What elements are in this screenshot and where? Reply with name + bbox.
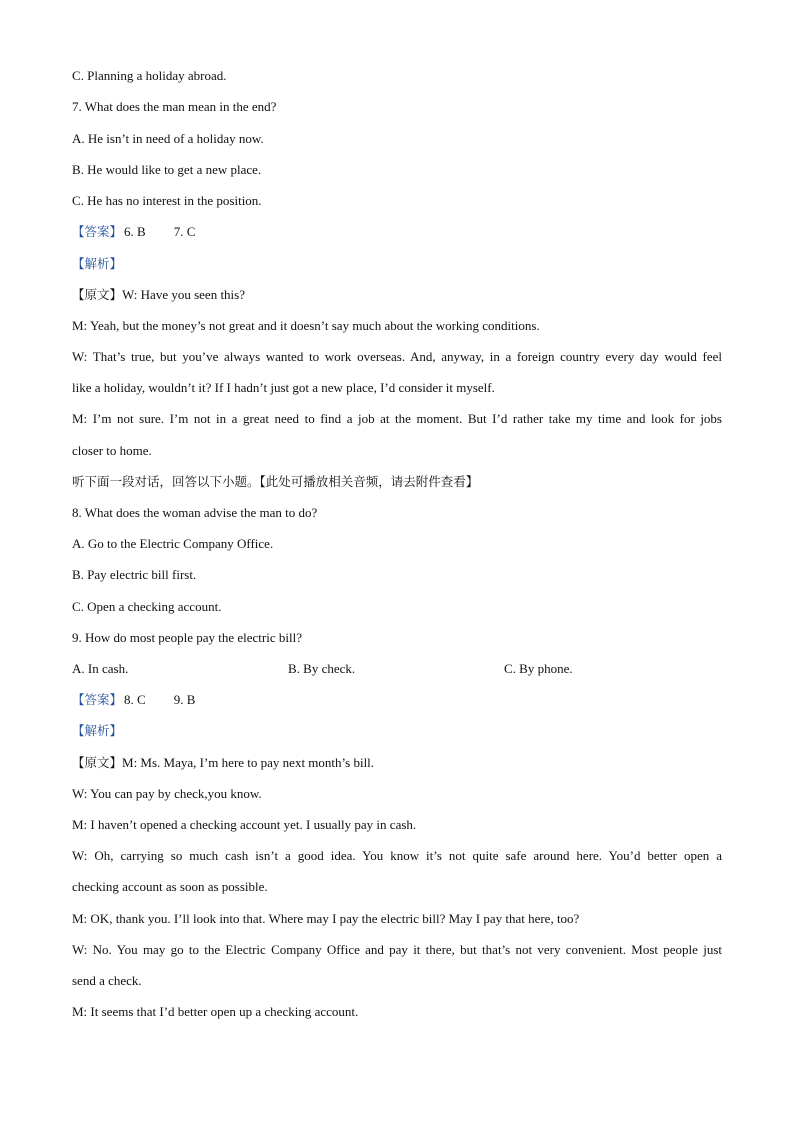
answer-value-7: 7. C: [173, 224, 196, 239]
answer-label: 【答案】: [72, 692, 123, 707]
transcript2-line-3: M: I haven’t opened a checking account yet. I usually pay in cash.: [72, 817, 417, 832]
transcript-line-5: M: I’m not sure. I’m not in a great need to find a job at the moment. But I’d rather take my time and look for jobs: [72, 411, 722, 426]
transcript2-line-9: M: It seems that I’d better open up a checking account.: [72, 1004, 359, 1019]
q9-options-row: [72, 659, 722, 679]
transcript-line-3: W: That’s true, but you’ve always wanted to work overseas. And, anyway, in a foreign country every day would feel: [72, 349, 722, 364]
q8-option-c: C. Open a checking account.: [72, 599, 222, 614]
answer-line-2: [72, 690, 722, 710]
q6-option-c: C. Planning a holiday abroad.: [72, 68, 227, 83]
transcript-line-6: closer to home.: [72, 443, 152, 458]
q7-option-a: A. He isn’t in need of a holiday now.: [72, 131, 264, 146]
q8-option-b: B. Pay electric bill first.: [72, 567, 197, 582]
answer-label: 【答案】: [72, 224, 123, 239]
q9-question: 9. How do most people pay the electric bill?: [72, 630, 302, 645]
q7-question: 7. What does the man mean in the end?: [72, 99, 277, 114]
q9-option-c: C. By phone.: [504, 661, 573, 676]
transcript-label: 【原文】: [72, 287, 123, 302]
analysis-label-1: 【解析】: [72, 256, 123, 271]
q7-option-b: B. He would like to get a new place.: [72, 162, 262, 177]
q8-question: 8. What does the woman advise the man to do?: [72, 505, 318, 520]
transcript-line-4: like a holiday, wouldn’t it? If I hadn’t just got a new place, I’d consider it myself.: [72, 380, 495, 395]
q8-option-a: A. Go to the Electric Company Office.: [72, 536, 274, 551]
answer-value-6: 6. B: [124, 224, 146, 239]
transcript2-line-8: send a check.: [72, 973, 142, 988]
transcript2-line-6: M: OK, thank you. I’ll look into that. Where may I pay the electric bill? May I pay that here, too?: [72, 911, 580, 926]
transcript2-line-5: checking account as soon as possible.: [72, 879, 268, 894]
q9-option-a: A. In cash.: [72, 661, 129, 676]
q7-option-c: C. He has no interest in the position.: [72, 193, 262, 208]
transcript2-line-7: W: No. You may go to the Electric Company Office and pay it there, but that’s not very convenient. Most people just: [72, 942, 722, 957]
transcript-line-2: M: Yeah, but the money’s not great and it doesn’t say much about the working conditions.: [72, 318, 540, 333]
transcript-line-1: [72, 285, 722, 305]
transcript-label: 【原文】: [72, 755, 123, 770]
analysis-label-2: 【解析】: [72, 723, 123, 738]
listening-instruction: 听下面一段对话，回答以下小题。【此处可播放相关音频，请去附件查看】: [72, 474, 479, 489]
transcript2-line-1: [72, 753, 722, 773]
answer-line-1: [72, 222, 722, 242]
answer-value-8: 8. C: [124, 692, 146, 707]
transcript2-line-4: W: Oh, carrying so much cash isn’t a good idea. You know it’s not quite safe around here. You’d better open a: [72, 848, 722, 863]
transcript-text: M: Ms. Maya, I’m here to pay next month’s bill.: [122, 755, 375, 770]
q9-option-b: B. By check.: [288, 661, 356, 676]
transcript-text: W: Have you seen this?: [122, 287, 245, 302]
transcript2-line-2: W: You can pay by check,you know.: [72, 786, 262, 801]
answer-value-9: 9. B: [173, 692, 196, 707]
